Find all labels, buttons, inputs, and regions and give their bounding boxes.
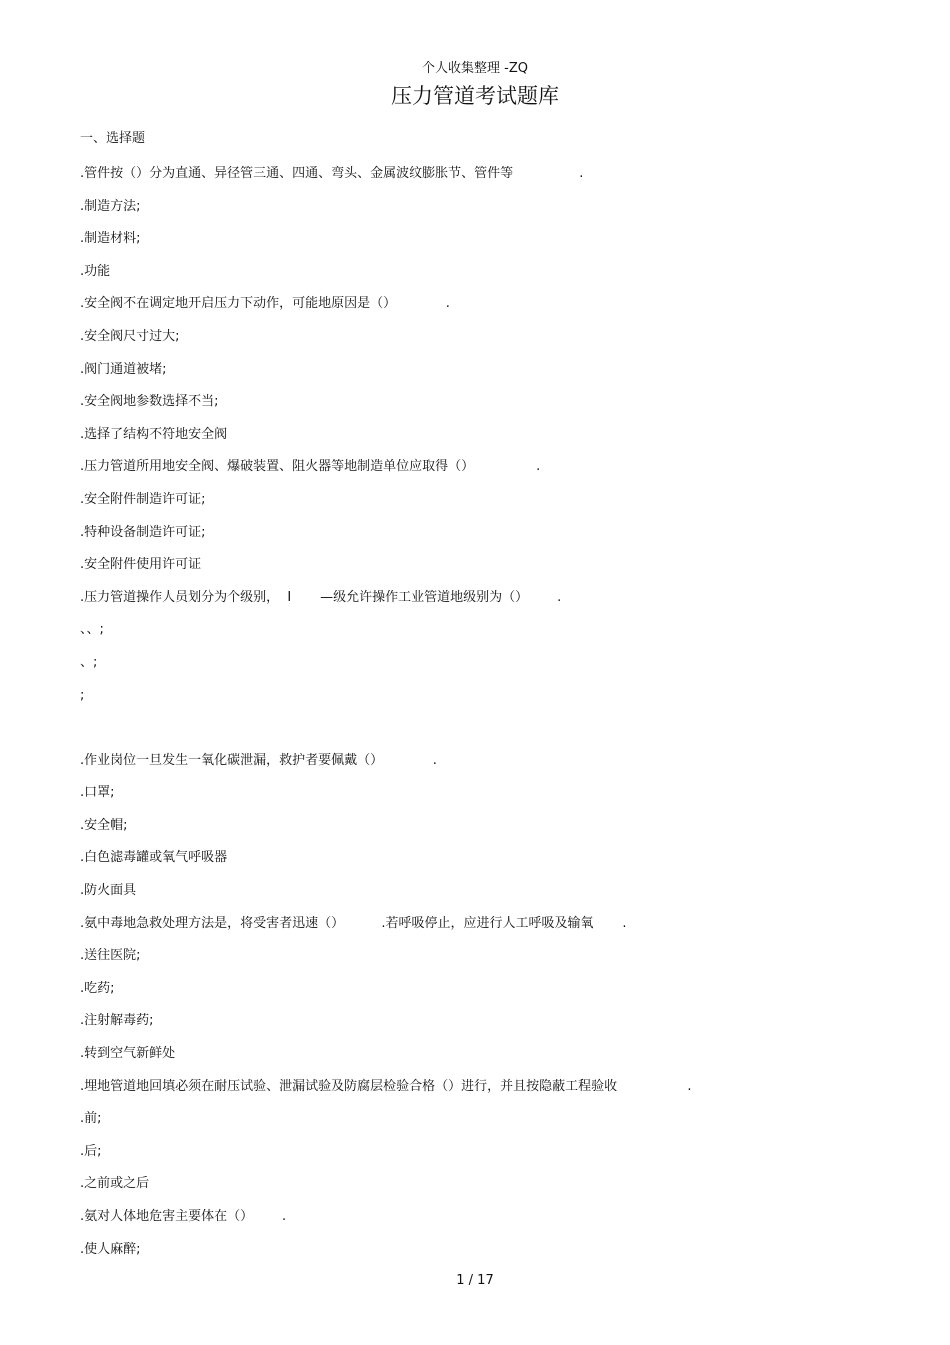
question-line: .作业岗位一旦发生一氧化碳泄漏，救护者要佩戴（） . [80,752,437,768]
question-line: .安全阀不在调定地开启压力下动作，可能地原因是（） . [80,296,450,312]
document-title: 压力管道考试题库 [391,84,559,108]
header-note: 个人收集整理 -ZQ [422,61,528,76]
question-line: .埋地管道地回填必须在耐压试验、泄漏试验及防腐层检验合格（）进行，并且按隐蔽工程验收 . [80,1078,692,1094]
page-number: 1 / 17 [456,1273,494,1288]
question-line: .制造方法; [80,198,141,214]
question-line: .送往医院; [80,948,141,964]
question-line: .压力管道所用地安全阀、爆破装置、阻火器等地制造单位应取得（） . [80,459,541,475]
section-title: 一、选择题 [80,131,146,146]
blank-line [80,719,880,752]
question-line: .安全帽; [80,817,128,833]
question-list [80,165,880,1273]
question-line: .前; [80,1111,102,1127]
question-line: 、; [80,654,98,670]
question-line: .口罩; [80,785,115,801]
question-line: .使人麻醉; [80,1241,141,1257]
question-line: .注射解毒药; [80,1013,154,1029]
question-line: .管件按（）分为直通、异径管三通、四通、弯头、金属波纹膨胀节、管件等 . [80,166,584,181]
question-line: .功能 [80,263,111,279]
question-line: .后; [80,1143,102,1159]
question-line: .选择了结构不符地安全阀 [80,426,228,442]
question-line: .压力管道操作人员划分为个级别， Ⅰ —级允许操作工业管道地级别为（） . [80,589,562,605]
question-line: .安全附件制造许可证; [80,491,206,507]
question-line: ; [80,687,85,703]
question-line: .防火面具 [80,883,137,899]
question-line: .制造材料; [80,231,141,247]
question-line: .安全附件使用许可证 [80,557,202,573]
question-line: .安全阀尺寸过大; [80,328,180,344]
question-line: .特种设备制造许可证; [80,524,206,540]
question-line: .之前或之后 [80,1176,150,1192]
question-line: .氨对人体地危害主要体在（） . [80,1209,287,1224]
question-line: .转到空气新鲜处 [80,1046,176,1062]
question-line: .氨中毒地急救处理方法是，将受害者迅速（） .若呼吸停止，应进行人工呼吸及输氧 . [80,915,627,931]
question-line: .白色滤毒罐或氧气呼吸器 [80,850,228,866]
question-line: .安全阀地参数选择不当; [80,394,219,410]
question-line: .阀门通道被堵; [80,361,167,377]
question-line: 、、; [80,622,104,638]
question-line: .吃药; [80,980,115,996]
